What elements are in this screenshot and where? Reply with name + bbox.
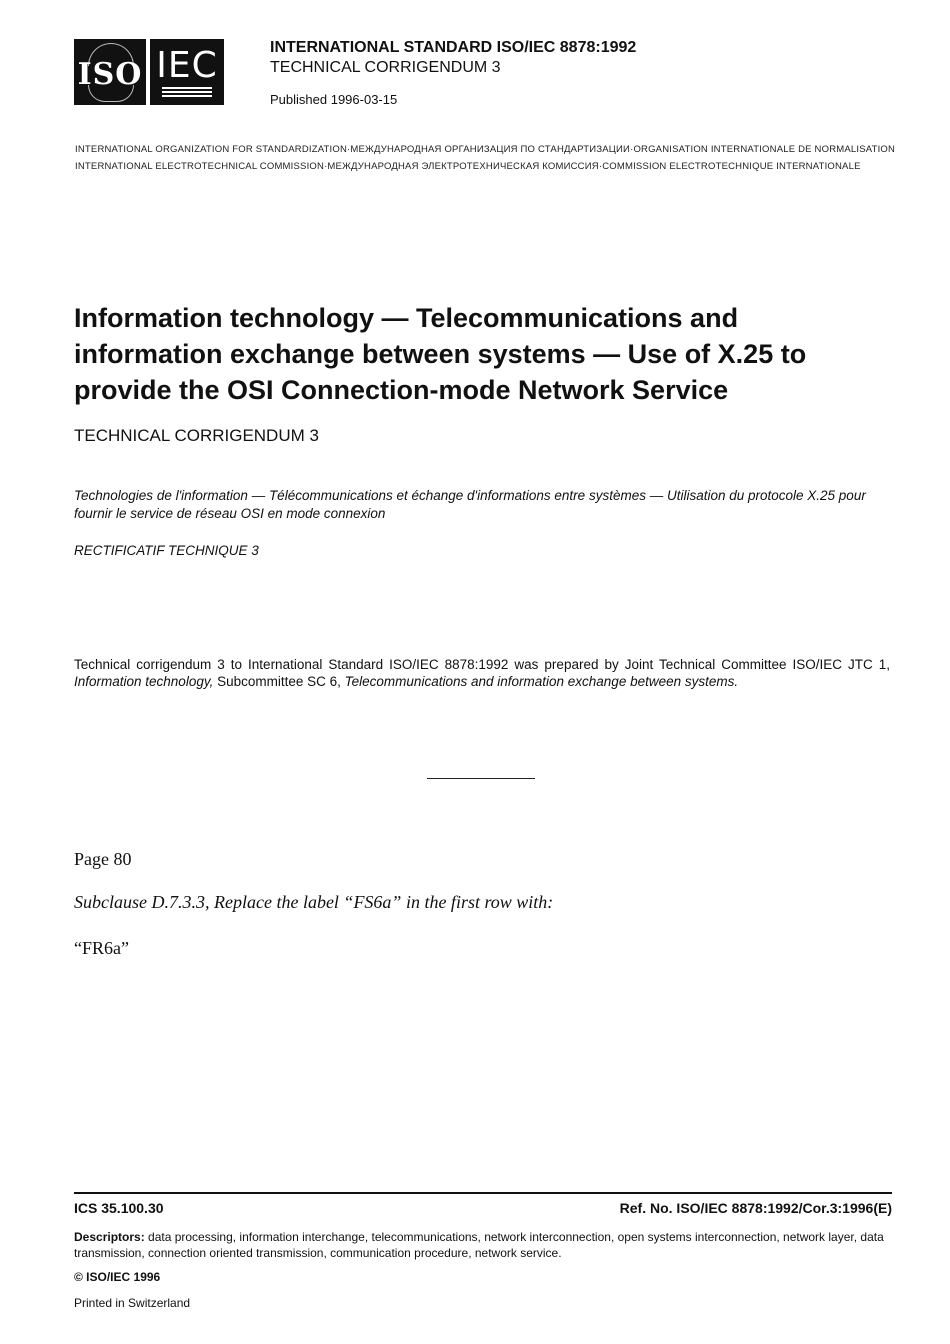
printed-location: Printed in Switzerland [74,1296,191,1310]
copyright-notice: © ISO/IEC 1996 [74,1270,161,1284]
french-subtitle: RECTIFICATIF TECHNIQUE 3 [74,543,259,558]
correction-instruction: Subclause D.7.3.3, Replace the label “FS6a” in the first row with: [74,892,554,912]
foreword-text-1: Technical corrigendum 3 to International Standard ISO/IEC 8878:1992 was prepared by Joint Technical Committee ISO/IEC JTC 1, [74,657,890,672]
page-reference: Page 80 [74,849,132,869]
subcommittee-name: Telecommunications and information exchange between systems. [344,674,739,689]
organization-line-iec: INTERNATIONAL ELECTROTECHNICAL COMMISSION·МЕЖДУНАРОДНАЯ ЭЛЕКТРОТЕХНИЧЕСКАЯ КОМИССИЯ·COMMISSION ELECTROTECHNIQUE INTERNATIONALE [75,161,861,172]
footer-divider [74,1192,892,1194]
document-subtitle: TECHNICAL CORRIGENDUM 3 [74,426,319,445]
foreword-text-2: Subcommittee SC 6, [213,674,345,689]
committee-name: Information technology, [74,674,214,689]
descriptors [74,1229,892,1261]
standard-number: INTERNATIONAL STANDARD ISO/IEC 8878:1992 [270,39,637,56]
iec-logo [150,39,224,105]
ics-code: ICS 35.100.30 [74,1200,164,1216]
french-title: Technologies de l'information — Télécommunications et échange d'informations entre systèmes — Utilisation du protocole X.25 pour fournir le service de réseau OSI en mode connexion [74,488,866,521]
descriptors-label: Descriptors: [74,1230,145,1244]
iso-logo [74,39,146,105]
iec-logo-text: IEC [156,45,218,86]
reference-number: Ref. No. ISO/IEC 8878:1992/Cor.3:1996(E) [619,1200,892,1216]
published-date: Published 1996-03-15 [270,92,398,107]
foreword-paragraph [74,656,890,690]
organization-line-iso: INTERNATIONAL ORGANIZATION FOR STANDARDIZATION·МЕЖДУНАРОДНАЯ ОРГАНИЗАЦИЯ ПО СТАНДАРТИЗАЦИИ·ORGANISATION INTERNATIONALE DE NORMALISATION [75,144,896,155]
descriptors-text: data processing, information interchange, telecommunications, network interconnection, open systems interconnection, network layer, data transmission, connection oriented transmission, communication procedure, network service. [74,1230,884,1260]
section-divider [427,778,535,779]
iso-logo-text: ISO [77,57,143,92]
corrigendum-label: TECHNICAL CORRIGENDUM 3 [270,59,501,76]
document-title: Information technology — Telecommunications and information exchange between systems — Use of X.25 to provide the OSI Connection-mode Network Service [74,303,807,405]
iec-bars-icon [162,87,212,99]
replacement-label: “FR6a” [74,938,129,958]
